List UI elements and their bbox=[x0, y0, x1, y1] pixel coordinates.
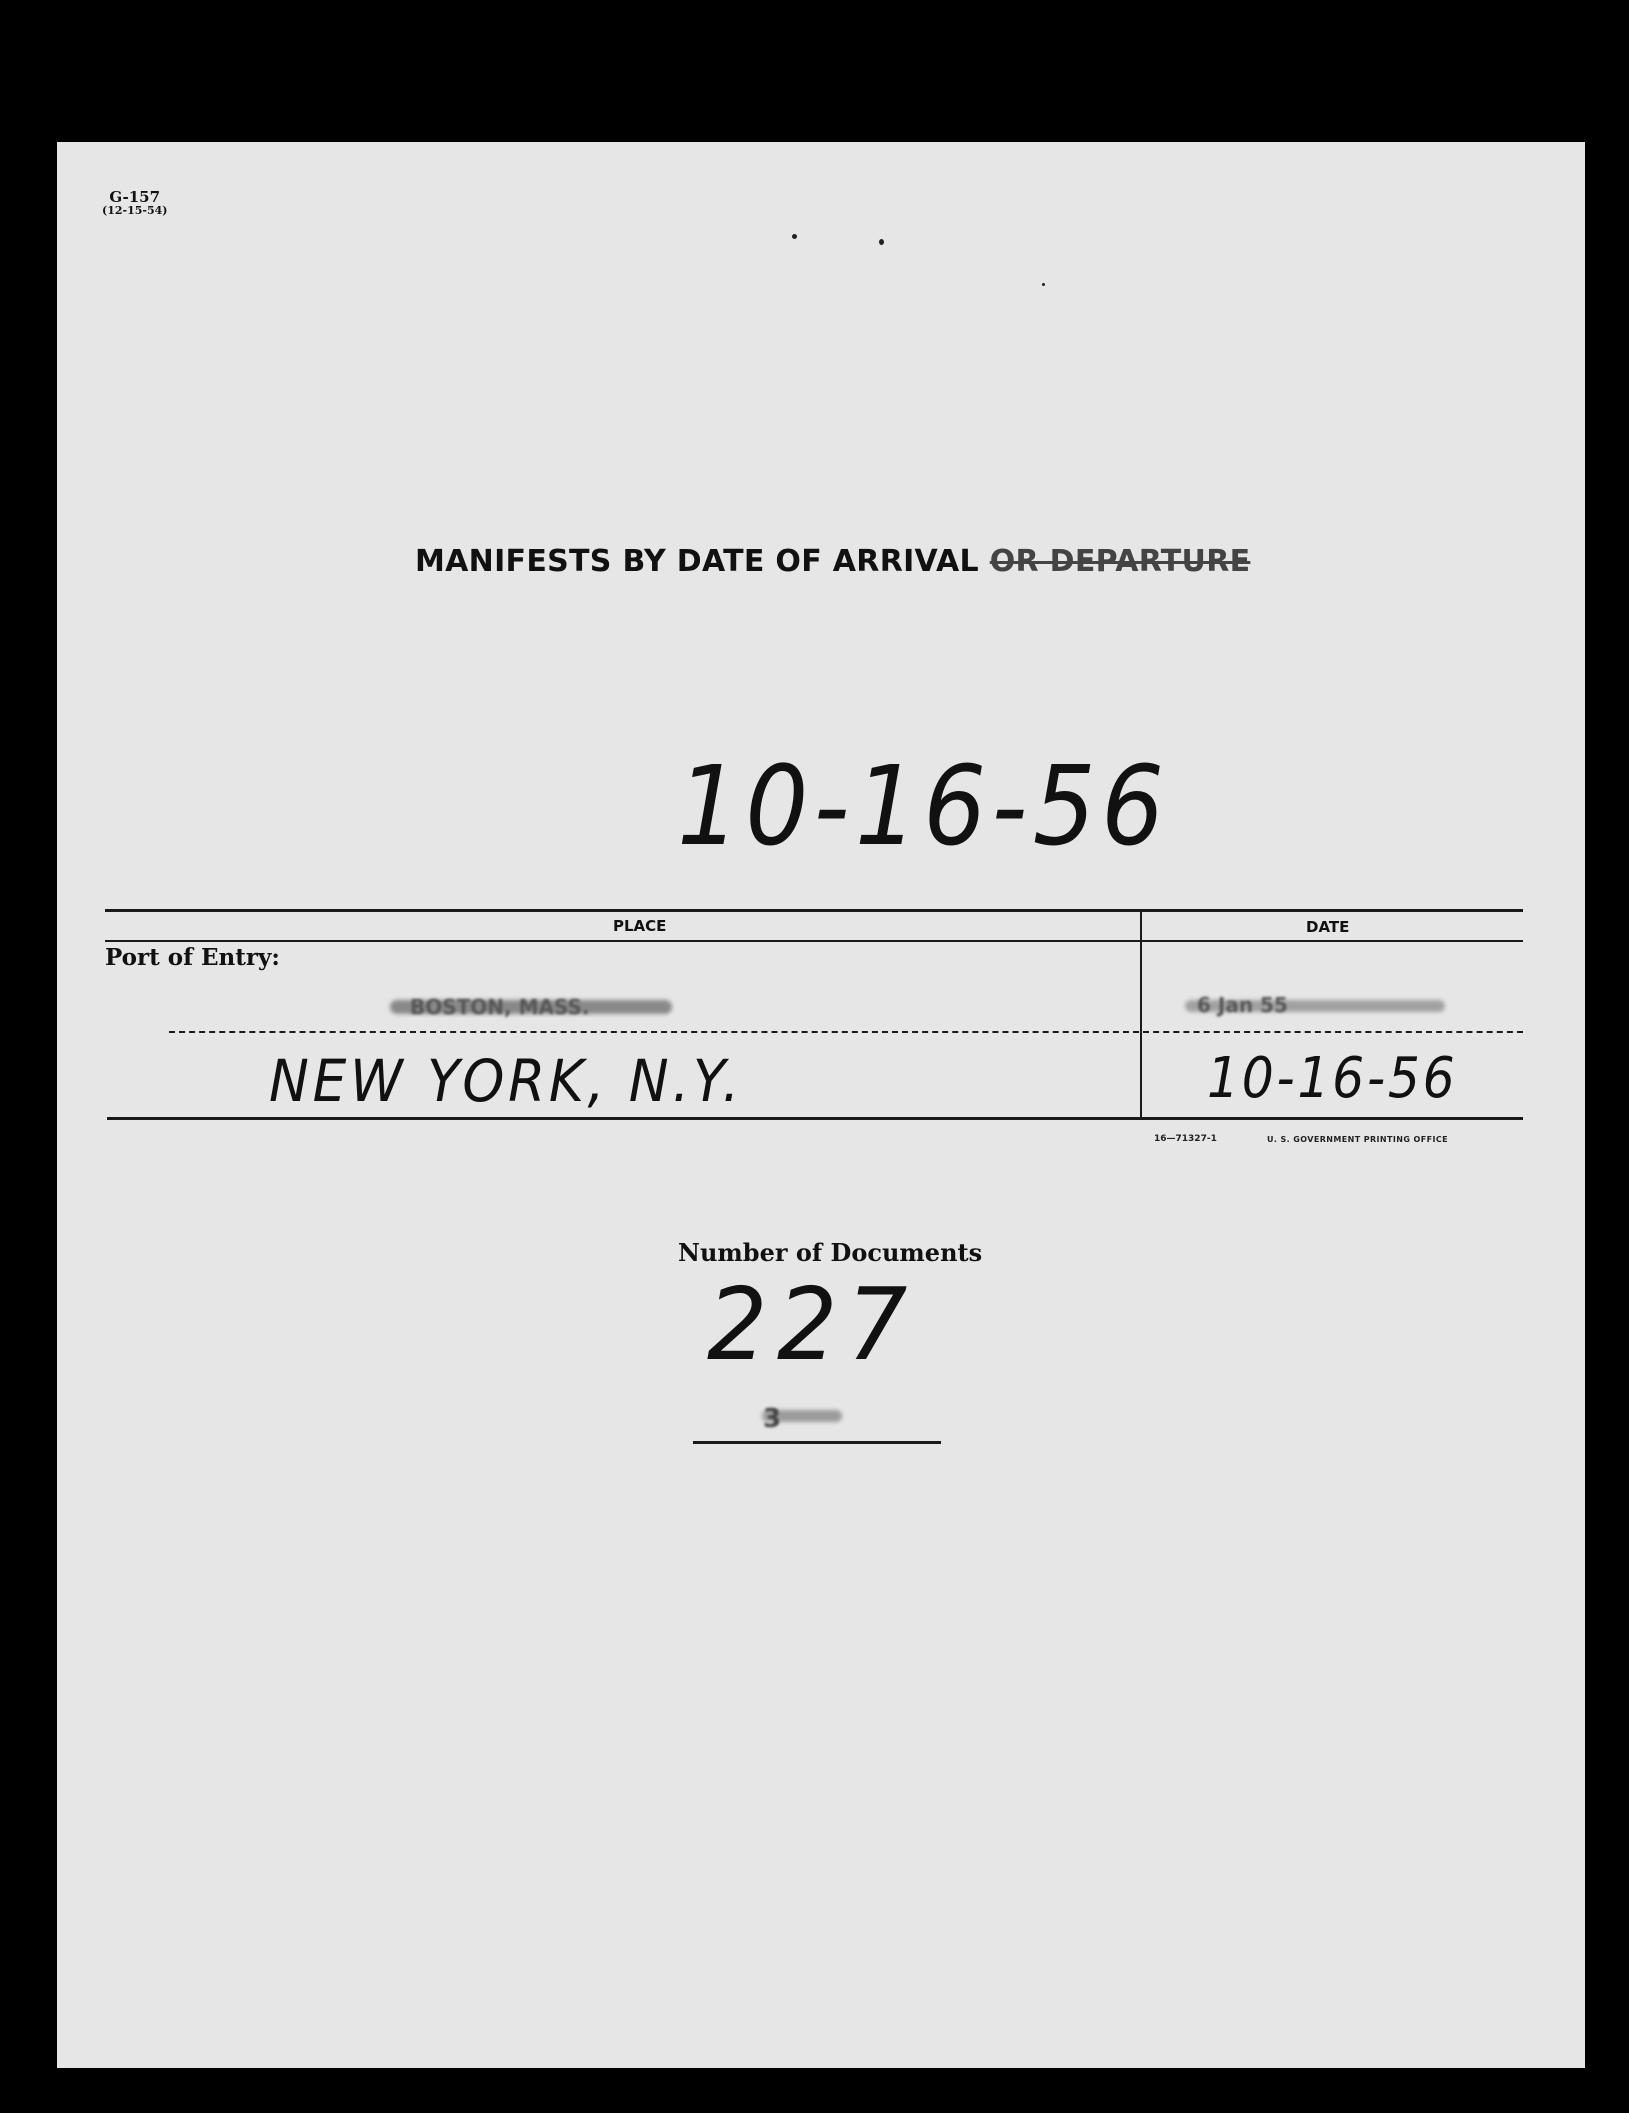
obscured-date-text: 6 Jan 55 bbox=[1197, 993, 1288, 1017]
paper-speck bbox=[1042, 283, 1045, 286]
paper-speck bbox=[792, 234, 797, 239]
port-date-value: 10-16-56 bbox=[1207, 1046, 1458, 1111]
paper-speck bbox=[879, 239, 884, 245]
table-top-rule bbox=[105, 909, 1523, 912]
header-bottom-rule bbox=[105, 940, 1523, 942]
upper-row-dashed-rule bbox=[169, 1031, 1139, 1033]
page-title bbox=[415, 544, 1250, 579]
title-struck-text: OR DEPARTURE bbox=[989, 544, 1251, 579]
form-revision: (12-15-54) bbox=[102, 204, 168, 217]
handwritten-date: 10-16-56 bbox=[677, 742, 1170, 870]
column-divider bbox=[1140, 909, 1142, 1119]
port-place-value: NEW YORK, N.Y. bbox=[269, 1047, 744, 1115]
table-bottom-rule bbox=[107, 1117, 1523, 1120]
date-row-dashed-rule bbox=[1143, 1031, 1523, 1033]
printing-office: U. S. GOVERNMENT PRINTING OFFICE bbox=[1267, 1135, 1448, 1144]
number-of-documents-value: 227 bbox=[707, 1266, 917, 1383]
number-of-documents-label: Number of Documents bbox=[678, 1238, 983, 1267]
form-id: G-157 bbox=[109, 188, 161, 206]
port-of-entry-label: Port of Entry: bbox=[105, 944, 280, 971]
date-column-header: DATE bbox=[1306, 918, 1350, 936]
place-column-header: PLACE bbox=[613, 917, 667, 935]
document-page bbox=[57, 142, 1585, 2068]
obscured-place-text: BOSTON, MASS. bbox=[410, 995, 590, 1019]
form-number bbox=[102, 190, 167, 218]
obscured-documents-text: 3 bbox=[763, 1404, 782, 1434]
documents-underline bbox=[693, 1441, 941, 1444]
print-code: 16—71327-1 bbox=[1154, 1134, 1217, 1144]
title-main: MANIFESTS BY DATE OF ARRIVAL bbox=[415, 544, 979, 579]
